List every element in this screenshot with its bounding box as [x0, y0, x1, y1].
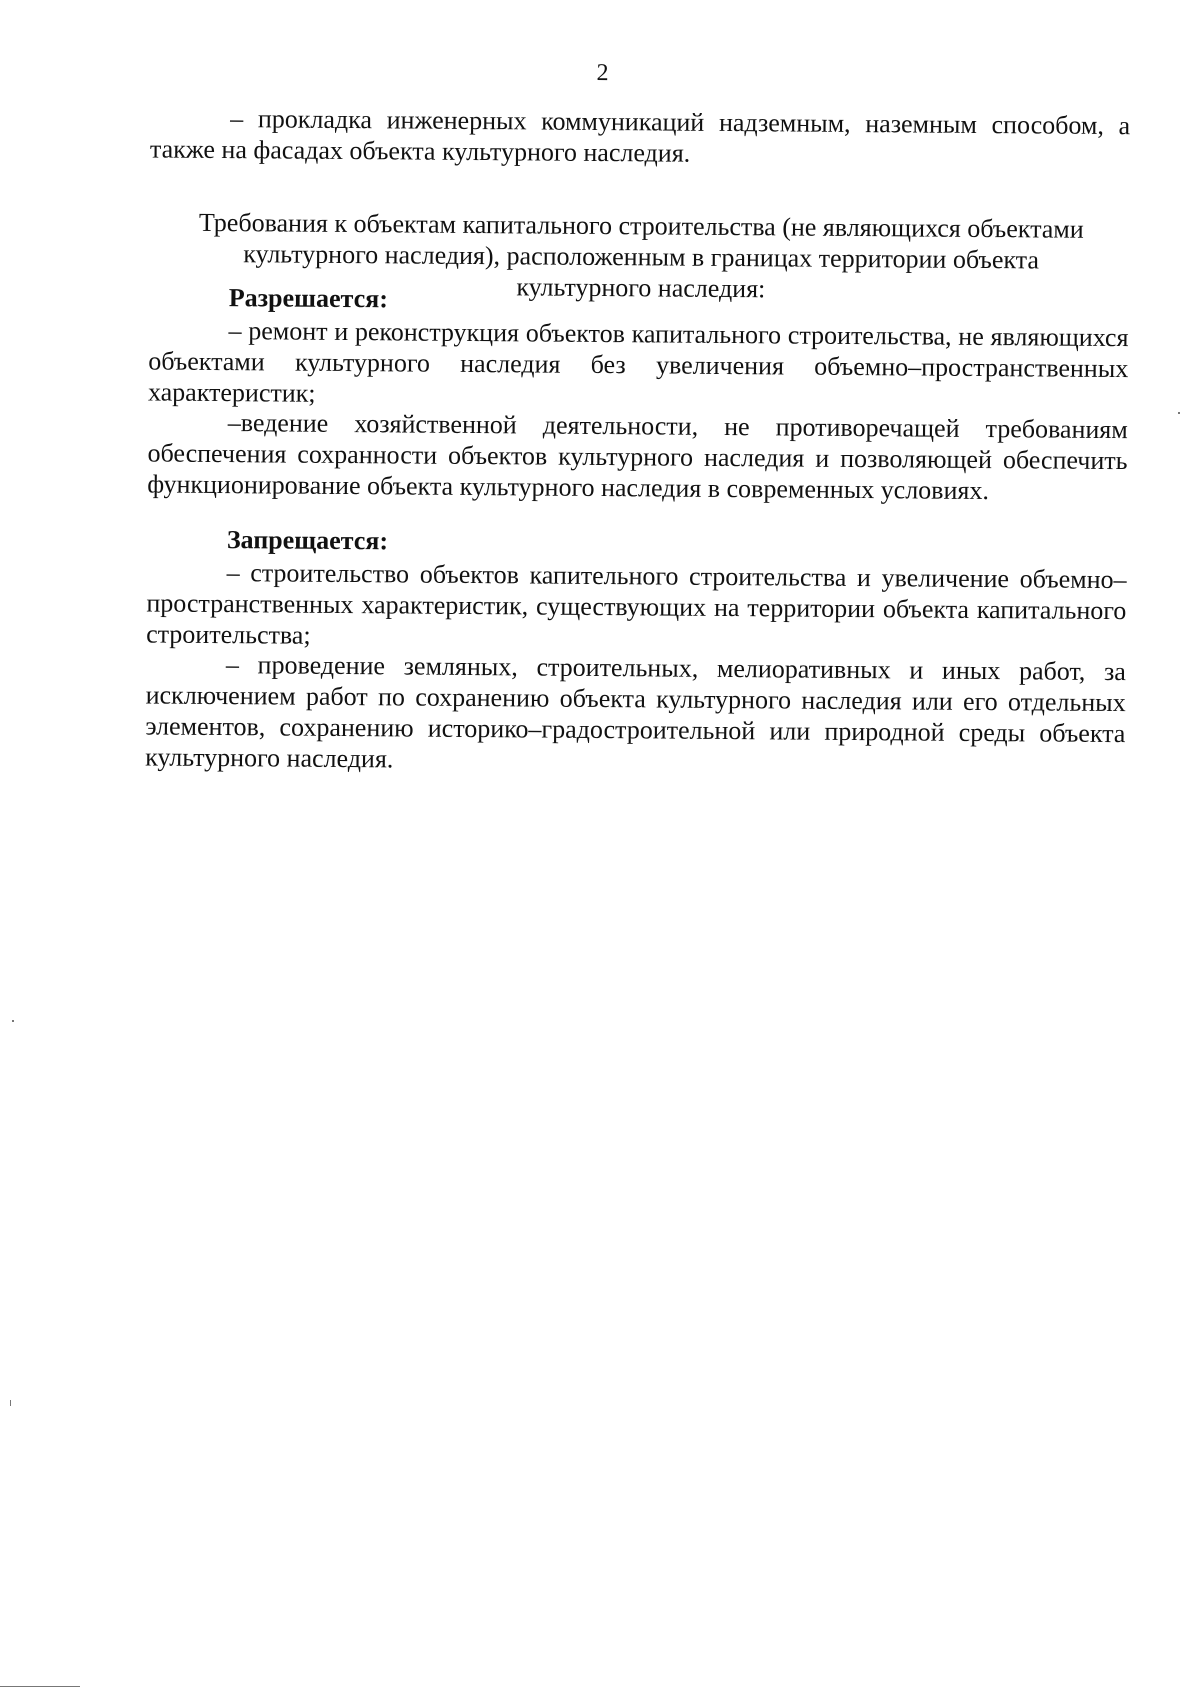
allowed-item-2: –ведение хозяйственной деятельности, не противоречащей требованиям обеспечения сохранности объектов культурного наследия и позволяющей обеспечить функционирование объекта культурного наследия в современных условиях. [147, 408, 1128, 506]
scan-artifact-left-tick [10, 1400, 11, 1406]
scan-artifact-left-dot [12, 1020, 14, 1022]
allowed-label: Разрешается: [228, 283, 389, 314]
forbidden-item-2: – проведение земляных, строительных, мелиоративных и иных работ, за исключением работ по сохранению объекта культурного наследия или его отдельных элементов, сохранению историко–градостроительной или природной среды объекта культурного наследия. [145, 650, 1126, 774]
page-number: 2 [596, 59, 609, 87]
scan-artifact-right-dot [1178, 412, 1180, 414]
requirements-heading: Требования к объектам капитального строительства (не являющихся объектами культурного наследия), расположенным в границах территории объекта культурного наследия: [198, 207, 1084, 304]
scan-artifact-bottom-line [0, 1686, 80, 1687]
intro-item: – прокладка инженерных коммуникаций надземным, наземным способом, а также на фасадах объекта культурного наследия. [149, 104, 1131, 168]
forbidden-item-1: – строительство объектов капительного строительства и увеличение объемно–пространственных характеристик, существующих на территории объекта капитального строительства; [146, 558, 1127, 650]
allowed-item-1: – ремонт и реконструкция объектов капитального строительства, не являющихся объектами культурного наследия без увеличения объемно–пространственных характеристик; [147, 316, 1129, 408]
forbidden-label: Запрещается: [226, 525, 389, 556]
